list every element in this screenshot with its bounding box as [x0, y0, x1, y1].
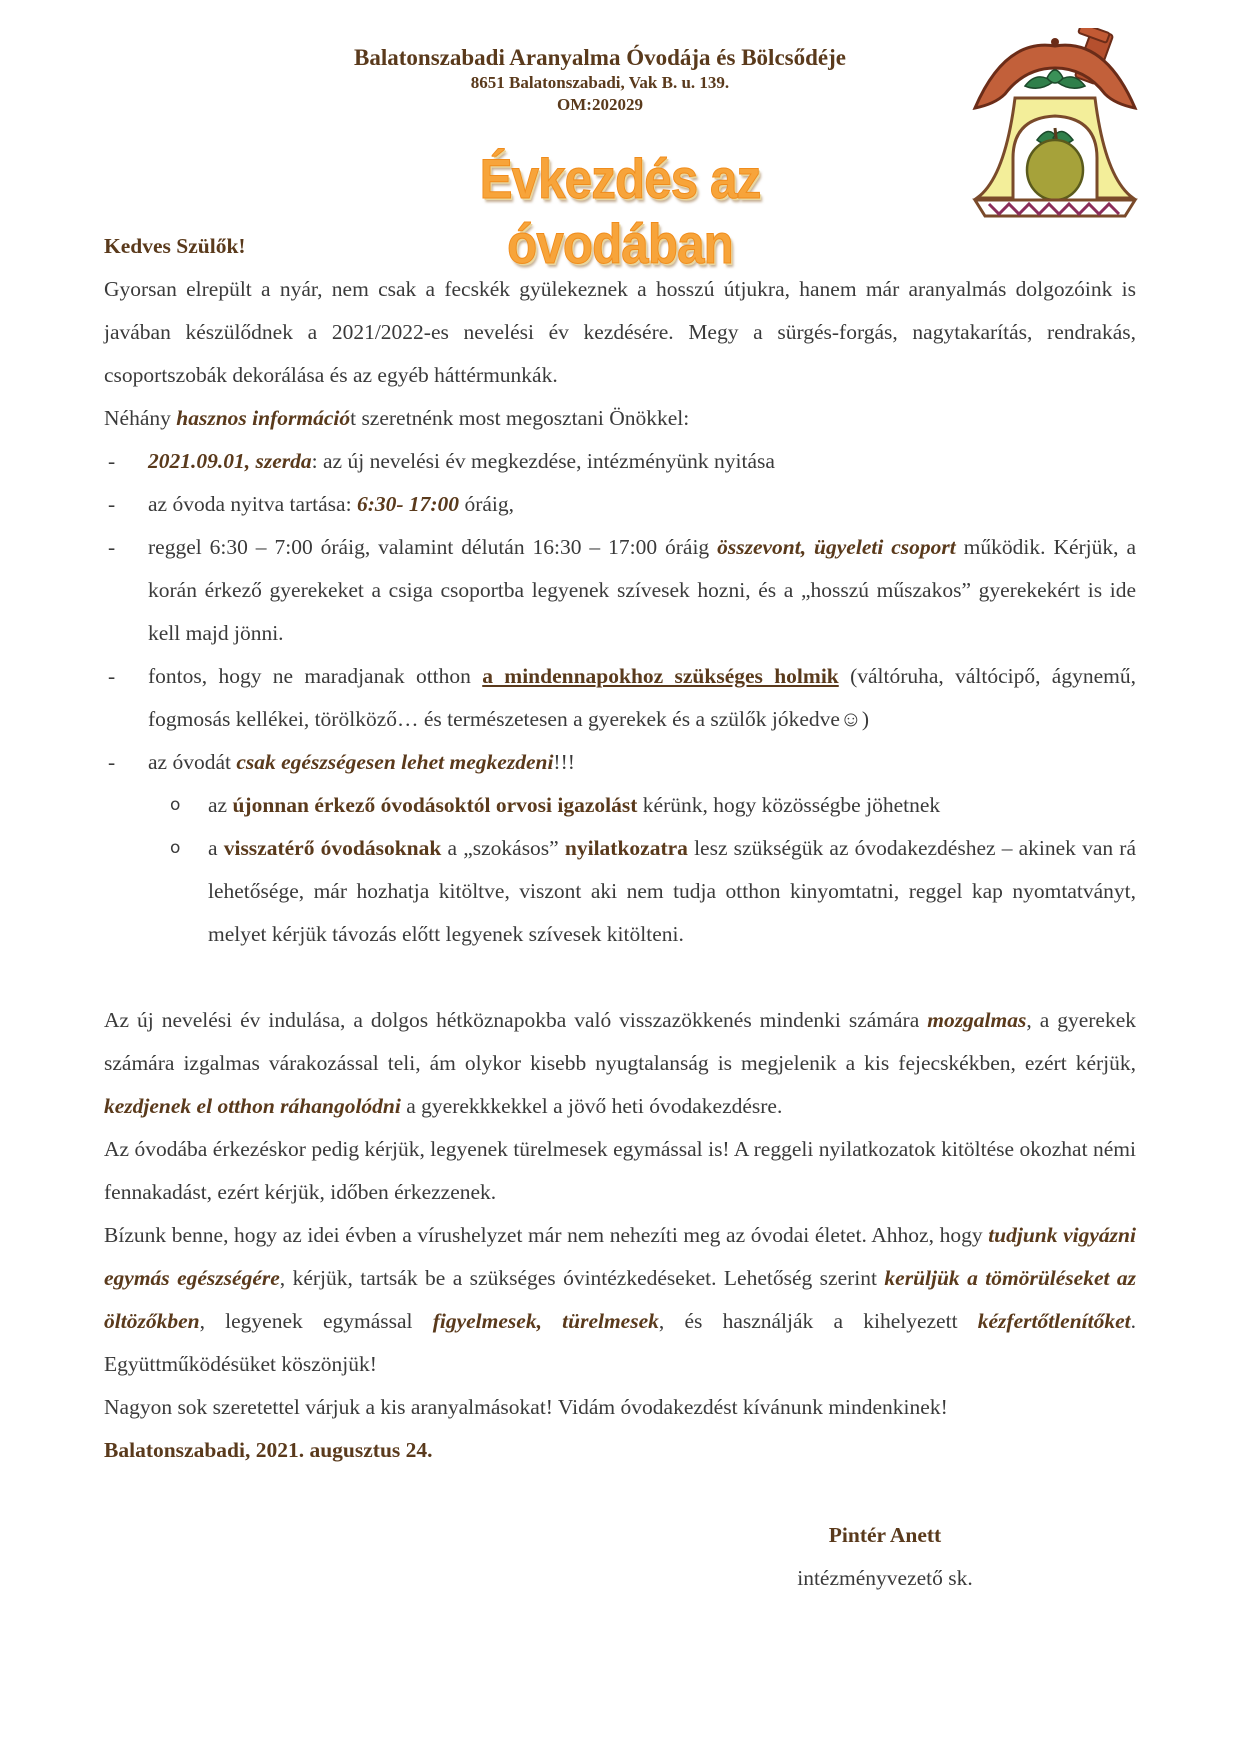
signature-block [760, 1514, 1010, 1600]
info-list [104, 440, 1136, 784]
letter-body [104, 225, 1136, 1472]
info-lead: Néhány hasznos információt szeretnénk most megosztani Önökkel: [104, 406, 690, 430]
paragraph-start-of-year: Az új nevelési év indulása, a dolgos hétköznapokba való visszazökkenés mindenki számára mozgalmas, a gyerekek számára izgalmas várakozással teli, ám olykor kisebb nyugtalanság is megjelenik a kis fejecskékben, ezért kérjük, kezdjenek el otthon ráhangolódni a gyerekkkekkel a jövő heti óvodakezdésre. [104, 1008, 1136, 1118]
apple-house-logo-icon [965, 28, 1145, 228]
paragraph-arrival: Az óvodába érkezéskor pedig kérjük, legyenek türelmesek egymással is! A reggeli nyilatkozatok kitöltése okozhat némi fennakadást, ezért kérjük, időben érkezzenek. [104, 1137, 1136, 1204]
list-item: - reggel 6:30 – 7:00 óráig, valamint délután 16:30 – 17:00 óráig összevont, ügyeleti csoport működik. Kérjük, a korán érkező gyerekeket a csiga csoportba legyenek szívesek hozni, és a „hosszú műszakos” gyerekekért is ide kell majd jönni. [108, 535, 1136, 645]
page-title: Évkezdés az óvodában [479, 147, 761, 275]
paragraph-closing: Nagyon sok szeretettel várjuk a kis aranyalmásokat! Vidám óvodakezdést kívánunk mindenkinek! [104, 1395, 948, 1419]
signatory-role: intézményvezető sk. [797, 1566, 973, 1590]
list-item: - 2021.09.01, szerda: az új nevelési év megkezdése, intézményünk nyitása [108, 449, 775, 473]
intro-paragraph: Gyorsan elrepült a nyár, nem csak a fecskék gyülekeznek a hosszú útjukra, hanem már aranyalmás dolgozóink is javában készülődnek a 2021/2022-es nevelési év kezdésére. Megy a sürgés-forgás, nagytakarítás, rendrakás, csoportszobák dekorálása és az egyéb háttérmunkák. [104, 277, 1136, 387]
list-item: - az óvoda nyitva tartása: 6:30- 17:00 óráig, [108, 492, 514, 516]
paragraph-health: Bízunk benne, hogy az idei évben a vírushelyzet már nem nehezíti meg az óvodai életet. Ahhoz, hogy tudjunk vigyázni egymás egészségére, kérjük, tartsák be a szükséges óvintézkedéseket. Lehetőség szerint kerüljük a tömörüléseket az öltözőkben, legyenek egymással figyelmesek, türelmesek, és használják a kihelyezett kézfertőtlenítőket. Együttműködésüket köszönjük! [104, 1223, 1137, 1376]
sub-list-item: o a visszatérő óvodásoknak a „szokásos” nyilatkozatra lesz szükségük az óvodakezdéshez – akinek van rá lehetősége, már hozhatja kitöltve, viszont aki nem tudja otthon kinyomtatni, reggel kap nyomtatványt, melyet kérjük távozás előtt legyenek szívesek kitölteni. [170, 836, 1136, 946]
institution-om: OM:202029 [557, 95, 643, 114]
institution-name: Balatonszabadi Aranyalma Óvodája és Bölcsődéje [354, 45, 846, 70]
place-and-date: Balatonszabadi, 2021. augusztus 24. [104, 1438, 433, 1462]
institution-address: 8651 Balatonszabadi, Vak B. u. 139. [470, 73, 730, 92]
list-item: - az óvodát csak egészségesen lehet megkezdeni!!! [108, 750, 575, 774]
health-sublist [104, 784, 1136, 956]
letterhead [240, 44, 960, 116]
sub-list-item: o az újonnan érkező óvodásoktól orvosi igazolást kérünk, hogy közösségbe jöhetnek [170, 793, 941, 817]
greeting: Kedves Szülők! [104, 234, 246, 258]
list-item: - fontos, hogy ne maradjanak otthon a mindennapokhoz szükséges holmik (váltóruha, váltócipő, ágynemű, fogmosás kellékei, törölköző… és természetesen a gyerekek és a szülők jókedve☺) [108, 664, 1136, 731]
signatory-name: Pintér Anett [828, 1523, 942, 1547]
